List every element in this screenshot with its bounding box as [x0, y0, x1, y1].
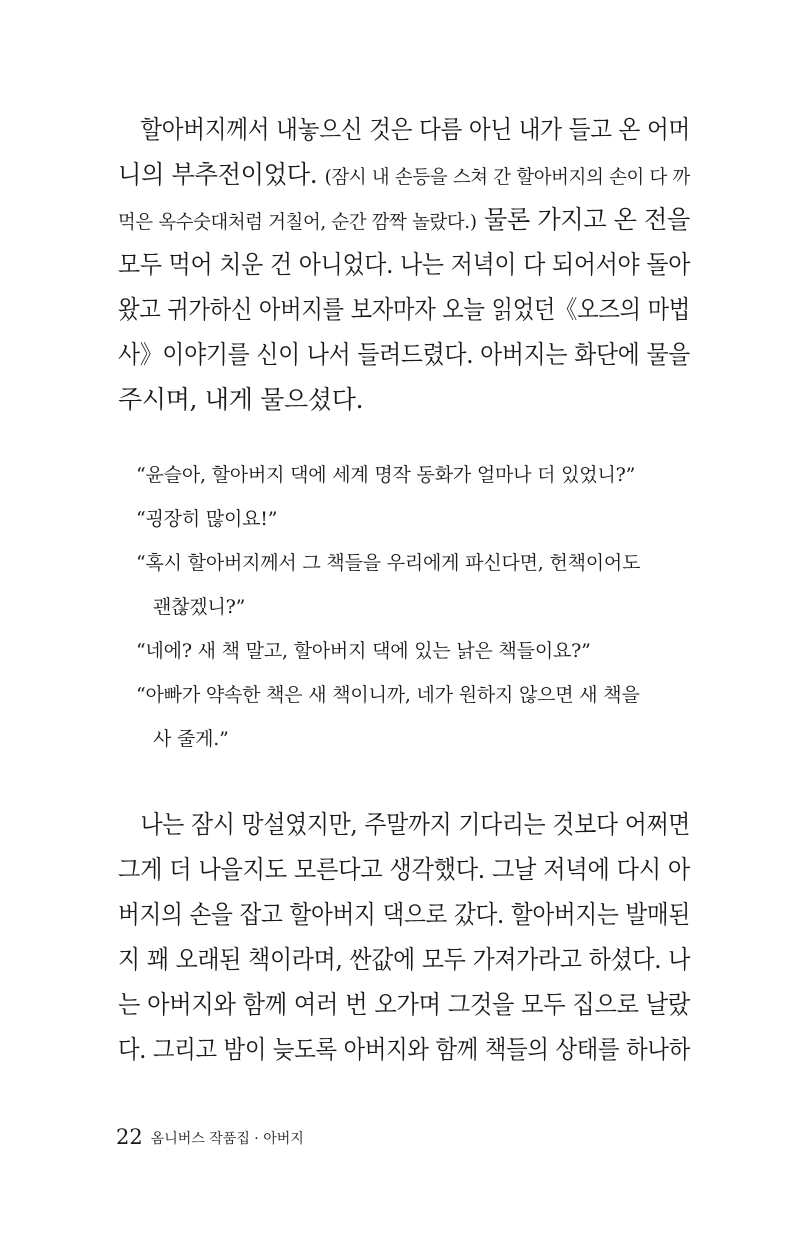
paragraph-1-line-7: 주시며, 내게 물으셨다.: [118, 385, 364, 414]
paragraph-1-line-4: 모두 먹어 치운 건 아니었다. 나는 저녁이 다 되어서야 돌아: [118, 250, 691, 279]
paragraph-1-line-2-aside: (잠시 내 손등을 스쳐 간 할아버지의 손이 다 까: [324, 166, 691, 188]
paragraph-1-line-5: 왔고 귀가하신 아버지를 보자마자 오늘 읽었던《오즈의 마법: [118, 295, 690, 324]
paragraph-1-line-3: [118, 205, 690, 237]
book-title: 옴니버스 작품집 · 아버지: [150, 1131, 304, 1147]
dialogue-line-1: “윤슬아, 할아버지 댁에 세계 명작 동화가 얼마나 더 있었니?”: [136, 464, 636, 486]
dialogue-line-4: “네에? 새 책 말고, 할아버지 댁에 있는 낡은 책들이요?”: [136, 640, 591, 662]
paragraph-1-line-6: 사》이야기를 신이 나서 들려드렸다. 아버지는 화단에 물을: [118, 340, 691, 369]
dialogue-line-5b: 사 줄게.”: [153, 728, 229, 750]
paragraph-2-line-1: 나는 잠시 망설였지만, 주말까지 기다리는 것보다 어쩌면: [118, 810, 691, 839]
paragraph-1-line-2: [118, 160, 690, 192]
paragraph-1-line-1: 할아버지께서 내놓으신 것은 다름 아닌 내가 들고 온 어머: [118, 115, 691, 144]
paragraph-2-line-6: 다. 그리고 밤이 늦도록 아버지와 함께 책들의 상태를 하나하: [118, 1035, 690, 1064]
paragraph-1-line-3-aside: 먹은 옥수숫대처럼 거칠어, 순간 깜짝 놀랐다.): [118, 211, 477, 233]
dialogue-line-3b: 괜찮겠니?”: [153, 596, 246, 618]
dialogue-line-2: “굉장히 많이요!”: [136, 508, 278, 530]
paragraph-1-line-2-main: 니의 부추전이었다.: [118, 160, 325, 189]
dialogue-line-5a: “아빠가 약속한 책은 새 책이니까, 네가 원하지 않으면 새 책을: [136, 684, 640, 706]
dialogue-line-3a: “혹시 할아버지께서 그 책들을 우리에게 파신다면, 헌책이어도: [136, 552, 641, 574]
page-footer: [116, 1124, 304, 1152]
page-number: 22: [116, 1125, 143, 1149]
paragraph-2-line-2: 그게 더 나을지도 모른다고 생각했다. 그날 저녁에 다시 아: [118, 855, 690, 884]
paragraph-1-line-3-main: 물론 가지고 온 전을: [476, 205, 690, 234]
paragraph-2-line-4: 지 꽤 오래된 책이라며, 싼값에 모두 가져가라고 하셨다. 나: [118, 945, 691, 974]
paragraph-2-line-3: 버지의 손을 잡고 할아버지 댁으로 갔다. 할아버지는 발매된: [118, 900, 690, 929]
paragraph-2-line-5: 는 아버지와 함께 여러 번 오가며 그것을 모두 집으로 날랐: [118, 990, 690, 1019]
